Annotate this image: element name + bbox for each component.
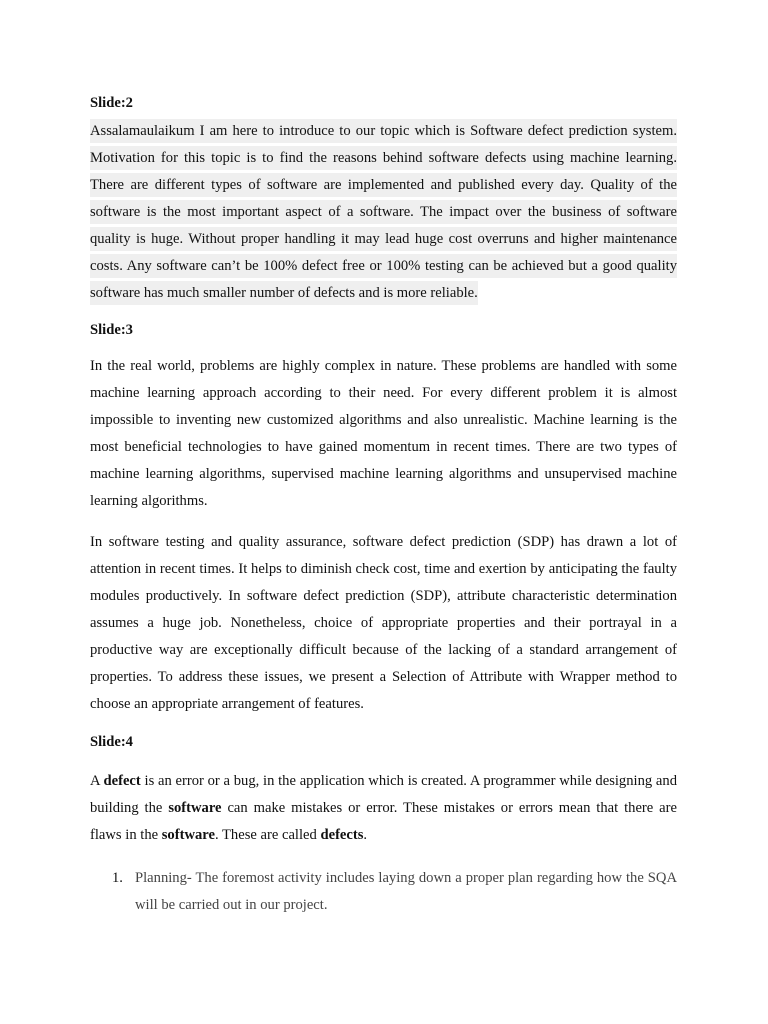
text-run: can make mistakes or error. These mistakes or errors mean that there are flaws in the — [90, 800, 677, 843]
slide3-paragraph-2: In software testing and quality assurance, software defect prediction (SDP) has drawn a lot of attention in recent times. It helps to diminish check cost, time and exertion by anticipating the faulty modules productively. In software defect prediction (SDP), attribute characteristic determination assumes a huge job. Nonetheless, choice of appropriate properties and their portrayal in a productive way are exceptionally difficult because of the lacking of a standard arrangement of properties. To address these issues, we present a Selection of Attribute with Wrapper method to choose an appropriate arrangement of features. — [90, 534, 677, 712]
bold-term-defects: defects — [320, 827, 364, 843]
bold-term-software: software — [161, 827, 215, 843]
text-run: A — [90, 773, 104, 789]
slide2-heading: Slide:2 — [90, 95, 133, 111]
text-run: . These are called — [214, 827, 321, 843]
text-run: is an error or a bug, in the application which is created. A programmer while designing and building the — [90, 773, 677, 816]
list-item — [90, 865, 677, 919]
text-run: . — [363, 827, 368, 843]
list-item-number: 1. — [112, 870, 123, 886]
slide3-heading: Slide:3 — [90, 322, 133, 338]
numbered-list — [90, 865, 677, 919]
slide4-paragraph — [90, 768, 677, 849]
bold-term-software: software — [168, 800, 222, 816]
slide4-heading: Slide:4 — [90, 734, 133, 750]
bold-term-defect: defect — [103, 773, 141, 789]
slide2-highlighted-text: Assalamaulaikum I am here to introduce to our topic which is Software defect prediction system. Motivation for this topic is to find the reasons behind software defects using machine learning. There are different types of software are implemented and published every day. Quality of the software is the most important aspect of a software. The impact over the business of software quality is huge. Without proper handling it may lead huge cost overruns and higher maintenance costs. Any software can’t be 100% defect free or 100% testing can be achieved but a good quality software has much smaller number of defects and is more reliable. — [90, 119, 677, 305]
slide2-paragraph — [90, 118, 677, 307]
slide3-paragraph-1: In the real world, problems are highly complex in nature. These problems are handled with some machine learning approach according to their need. For every different problem it is almost impossible to inventing new customized algorithms and also unrealistic. Machine learning is the most beneficial technologies to have gained momentum in recent times. There are two types of machine learning algorithms, supervised machine learning algorithms and unsupervised machine learning algorithms. — [90, 358, 677, 509]
list-item-text: Planning- The foremost activity includes laying down a proper plan regarding how the SQA will be carried out in our project. — [135, 870, 677, 913]
